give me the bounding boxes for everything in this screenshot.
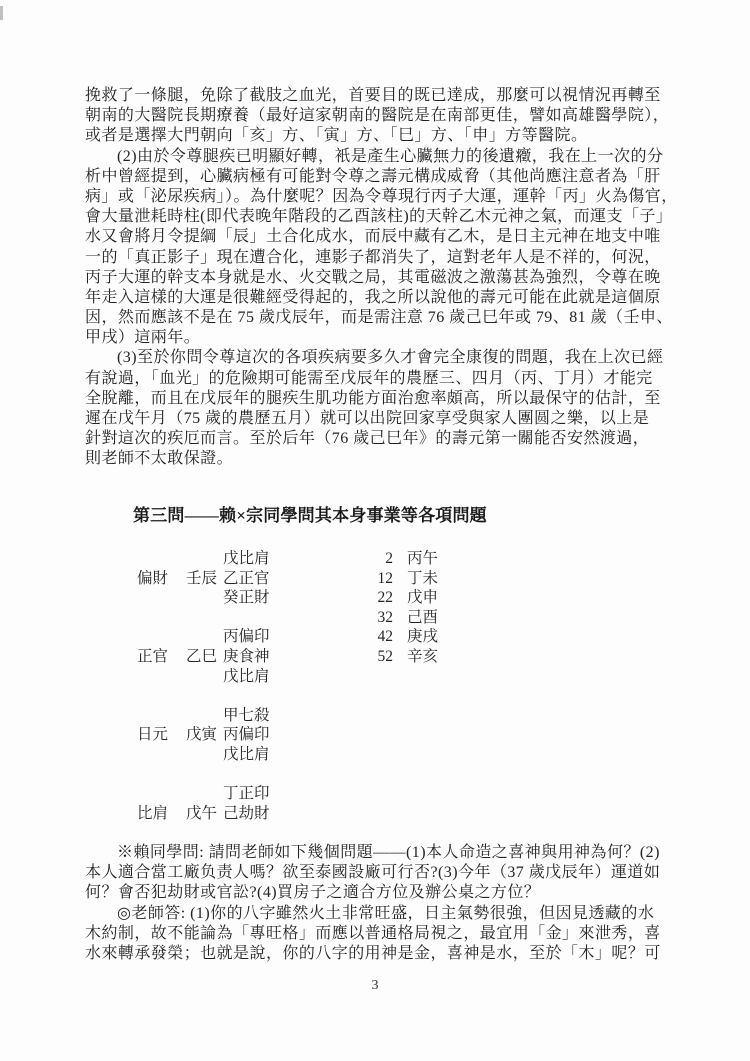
body-line: 丙子大運的幹支本身就是水、火交戰之局，其電磁波之激蕩甚為強烈，令尊在晚: [85, 268, 661, 286]
body-line: 析中曾經提到，心臟病極有可能對令尊之壽元構成威脅（其他尚應注意者為「肝: [85, 167, 661, 185]
luck-age: 52: [377, 647, 393, 665]
chart-row-spacer: [85, 765, 505, 785]
body-line: (3)至於你問令尊這次的各項疾病要多久才會完全康復的問題，我在上次已經: [117, 349, 664, 367]
hidden-stem: 丙偏印: [223, 726, 270, 744]
bazi-chart: [85, 549, 505, 823]
question-answer-block: [85, 843, 670, 964]
pillar-role: 比肩: [137, 804, 169, 822]
luck-age: 22: [377, 589, 393, 607]
section-heading: 第三問——赖×宗同學問其本身事業等各項問題: [133, 506, 487, 525]
scan-artifact: [0, 6, 3, 20]
chart-row: [85, 804, 505, 824]
answer-line: ◎老師答: (1)你的八字雖然火土非常旺盛，日主氣勢很強，但因見透藏的水: [117, 904, 655, 922]
luck-ganzhi: 丁未: [407, 569, 439, 587]
chart-row: [85, 667, 505, 687]
chart-row: [85, 745, 505, 765]
luck-age: 42: [377, 628, 393, 646]
chart-row-spacer: [85, 686, 505, 706]
pillar-role: 日元: [137, 726, 169, 744]
pillar-ganzhi: 壬辰: [186, 569, 218, 587]
body-line: 水又會將月令提綱「辰」土合化成水，而辰中藏有乙木，是日主元神在地支中唯: [85, 228, 661, 246]
chart-row: [85, 647, 505, 667]
hidden-stem: 戊比肩: [223, 667, 270, 685]
chart-row: [85, 706, 505, 726]
answer-line: 水來轉承發榮；也就是說，你的八字的用神是金，喜神是水，至於「木」呢？可: [85, 944, 661, 962]
chart-row: [85, 608, 505, 628]
body-line: 甲戌）這兩年。: [85, 329, 201, 347]
body-line: 有說過，「血光」的危險期可能需至戊辰年的農歷三、四月（丙、丁月）才能完: [85, 369, 653, 387]
luck-age: 2: [385, 550, 393, 567]
body-line: 或者是選擇大門朝向「亥」方、「寅」方、「巳」方、「申」方等醫院。: [85, 127, 588, 145]
hidden-stem: 癸正財: [223, 589, 270, 607]
body-line: 病」或「泌尿疾病」）。為什麼呢？因為令尊現行丙子大運，運幹「丙」火為傷官，: [85, 187, 678, 205]
hidden-stem: 己劫財: [223, 804, 270, 822]
body-line: 年走入這樣的大運是很難經受得起的，我之所以說他的壽元可能在此就是這個原: [85, 288, 661, 306]
body-line: 遲在戊午月（75 歲的農歷五月）就可以出院回家享受與家人團圆之樂，以上是: [85, 410, 650, 427]
luck-ganzhi: 戊申: [407, 589, 439, 607]
pillar-ganzhi: 乙巳: [186, 647, 218, 665]
question-line: ※賴同學問: 請問老師如下幾個問題——(1)本人命造之喜神與用神為何？(2): [117, 844, 660, 861]
luck-age: 32: [377, 608, 393, 626]
body-line: 因，然而應該不是在 75 歲戊辰年，而是需注意 76 歲己巳年或 79、81 歲（壬申、: [85, 309, 673, 327]
page-number: 3: [371, 978, 379, 993]
body-line: 一的「真正影子」現在遭合化，連影子都消失了，這對老年人是不祥的，何況，: [85, 248, 661, 266]
body-text: [85, 86, 678, 470]
body-line: 會大量泄耗時柱(即代表晚年階段的乙酉該柱)的天幹乙木元神之氣，而運支「子」: [85, 208, 673, 226]
luck-ganzhi: 辛亥: [407, 647, 439, 665]
body-line: 全脫離，而且在戊辰年的腿疾生肌功能方面治愈率頗高，所以最保守的估計，至: [85, 389, 661, 407]
hidden-stem: 庚食神: [223, 647, 270, 665]
luck-ganzhi: 庚戌: [407, 628, 439, 646]
pillar-role: 正官: [137, 647, 169, 665]
hidden-stem: 戊比肩: [223, 745, 270, 763]
pillar-ganzhi: 戊午: [186, 804, 218, 822]
luck-ganzhi: 丙午: [407, 550, 439, 567]
hidden-stem: 丙偏印: [223, 628, 270, 646]
chart-row: [85, 784, 505, 804]
chart-row: [85, 627, 505, 647]
luck-age: 12: [377, 569, 393, 587]
pillar-ganzhi: 戊寅: [186, 726, 218, 744]
pillar-role: 偏財: [137, 569, 169, 587]
body-line: 挽救了一條腿，免除了截肢之血光，首要目的既已達成，那麼可以視情況再轉至: [85, 87, 661, 104]
answer-line: 木約制，故不能論為「專旺格」而應以普通格局視之，最宜用「金」來泄秀，喜: [85, 924, 661, 942]
question-line: 本人適合當工廠负责人嗎？欲至泰國設廠可行否?(3)今年（37 歲戊辰年）運道如: [85, 864, 661, 882]
body-line: 朝南的大醫院長期療養（最好這家朝南的醫院是在南部更佳，譬如高雄醫學院），: [85, 107, 670, 125]
body-line: 針對這次的疾厄而言。至於后年（76 歲己巳年》的壽元第一關能否安然渡過，: [85, 430, 650, 448]
luck-ganzhi: 己酉: [407, 608, 439, 626]
chart-row: [85, 549, 505, 569]
hidden-stem: 戊比肩: [223, 550, 270, 567]
chart-row: [85, 588, 505, 608]
chart-row: [85, 725, 505, 745]
hidden-stem: 丁正印: [223, 785, 270, 803]
body-line: (2)由於令尊腿疾已明顯好轉，衹是產生心臟無力的後遺癥，我在上一次的分: [117, 147, 664, 165]
hidden-stem: 甲七殺: [223, 706, 270, 724]
hidden-stem: 乙正官: [223, 569, 270, 587]
body-line: 則老師不太敢保證。: [85, 450, 234, 468]
question-line: 何？會否犯劫財或官訟?(4)買房子之適合方位及辦公桌之方位？: [85, 884, 541, 902]
chart-row: [85, 569, 505, 589]
